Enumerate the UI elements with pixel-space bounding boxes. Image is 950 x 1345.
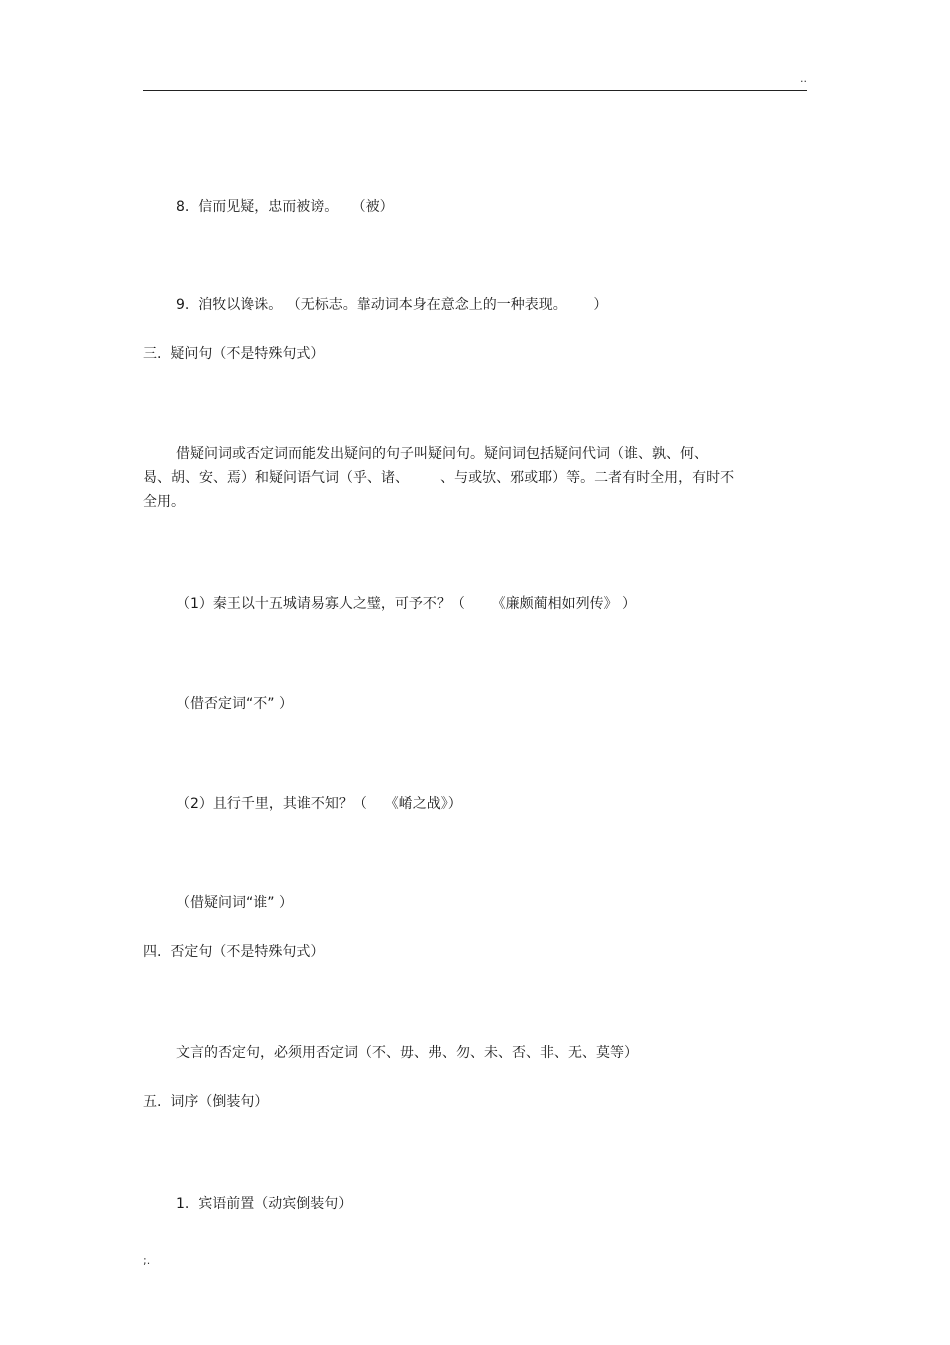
section-heading-4: 四. 否定句（不是特殊句式） <box>143 944 325 960</box>
paragraph-line: 文言的否定句，必须用否定词（不、毋、弗、勿、未、否、非、无、莫等） <box>176 1045 638 1061</box>
example-1: （1）秦王以十五城请易寡人之璧，可予不？（ 《廉颇蔺相如列传》 ） <box>176 596 637 612</box>
example-2-note: （借疑问词“谁” ） <box>176 895 293 911</box>
subsection-heading: 1. 宾语前置（动宾倒装句） <box>176 1196 353 1212</box>
example-1-note: （借否定词“不” ） <box>176 696 293 712</box>
header-rule <box>143 90 807 91</box>
list-item-8: 8. 信而见疑，忠而被谤。 （被） <box>176 199 394 215</box>
section-heading-3: 三. 疑问句（不是特殊句式） <box>143 346 325 362</box>
section-heading-5: 五. 词序（倒装句） <box>143 1094 269 1110</box>
footer-mark: ;. <box>143 1254 151 1267</box>
example-2: （2）且行千里，其谁不知？（ 《崤之战》） <box>176 796 462 812</box>
list-item-9: 9. 洎牧以谗诛。 （无标志。靠动词本身在意念上的一种表现。 ） <box>176 297 608 313</box>
paragraph-line: 曷、胡、安、焉）和疑问语气词（乎、诸、 、与或欤、邪或耶）等。二者有时全用，有时不 <box>143 470 735 486</box>
paragraph-line: 借疑问词或否定词而能发出疑问的句子叫疑问句。疑问词包括疑问代词（谁、孰、何、 <box>176 446 708 462</box>
paragraph-line: 全用。 <box>143 494 185 510</box>
header-mark: .. <box>800 72 807 85</box>
